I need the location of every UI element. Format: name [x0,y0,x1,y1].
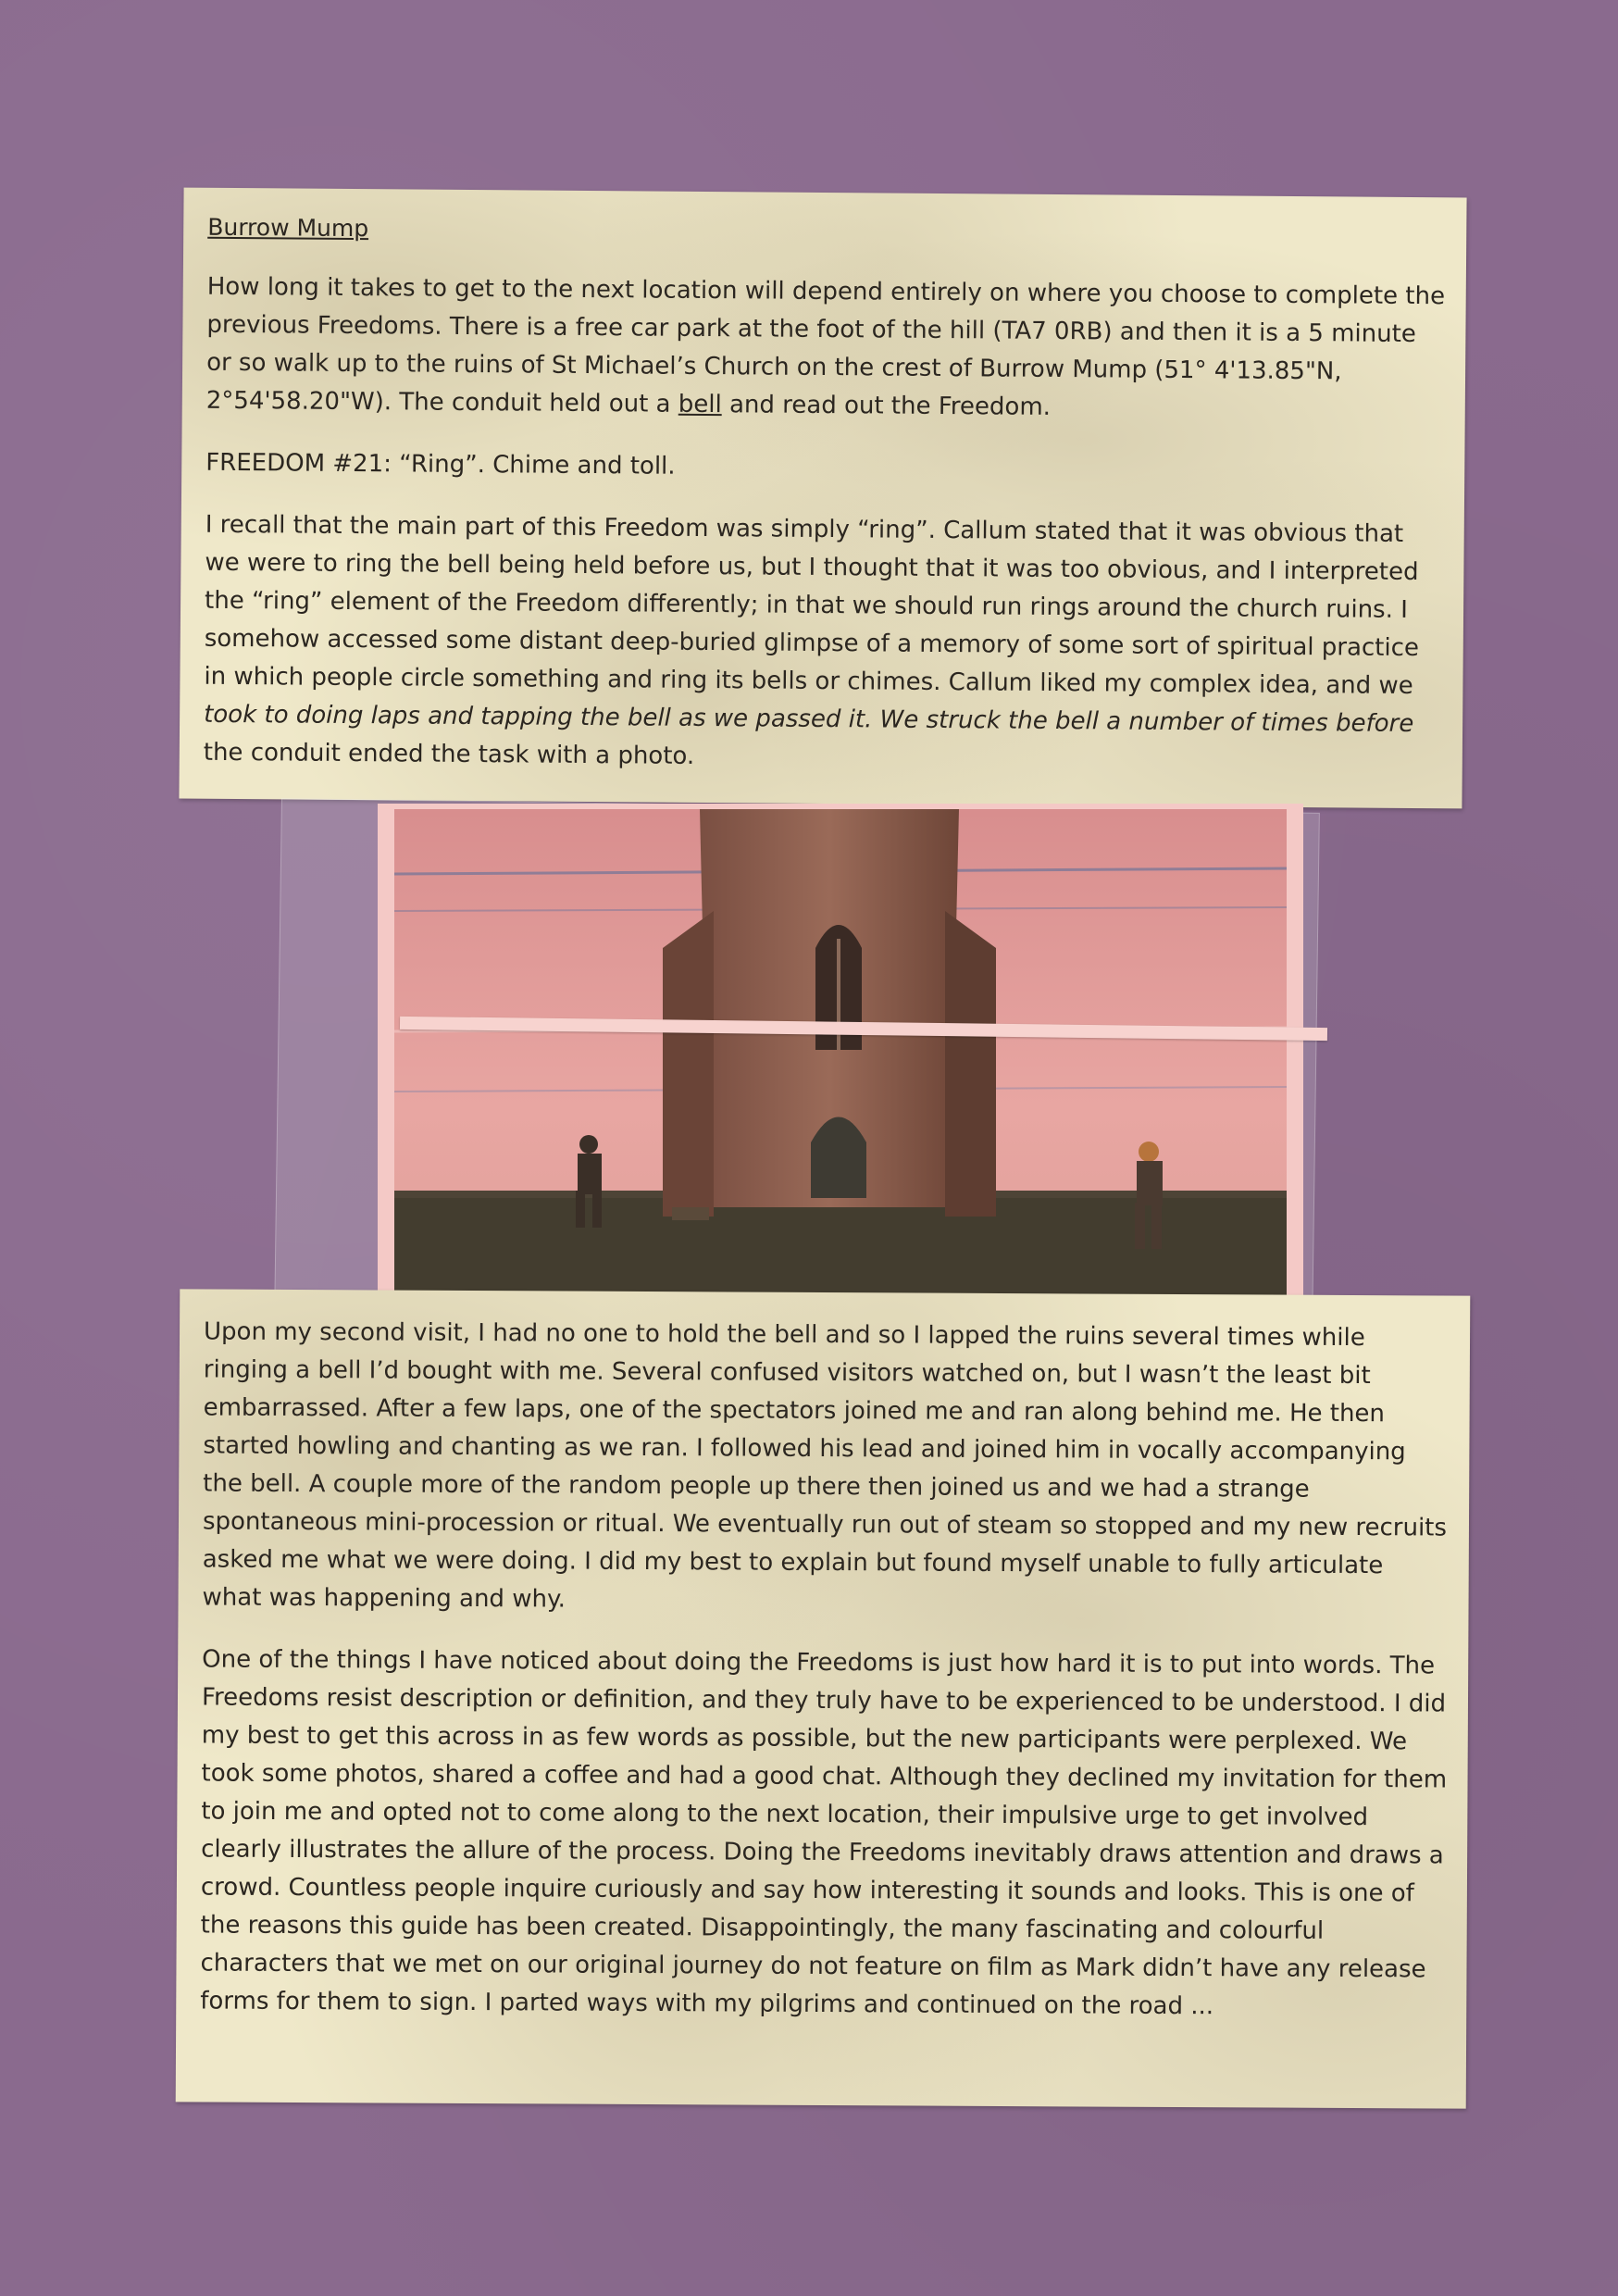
top-text-clipping [179,188,1466,809]
intro-text-end: and read out the Freedom. [721,391,1052,421]
recall-tail-text: the conduit ended the task with a photo. [203,738,695,770]
recall-paragraph [204,506,1444,781]
intro-text: How long it takes to get to the next location will depend entirely on where you choose to complete the previous Freedoms. There is a free car park at the foot of the hill (TA7 0RB) and then it is a 5 minute or so walk up to the ruins of St Michael’s Church on the crest of Burrow Mump (51° 4'13.85"N, 2°54'58.20"W). The conduit held out a [205,272,1446,418]
bell-word: bell [678,390,722,419]
bottom-text-clipping [176,1289,1471,2108]
tower-photo-print [378,804,1303,1313]
tower-photo [394,809,1287,1307]
intro-paragraph [206,268,1446,430]
recall-text: I recall that the main part of this Freedom was simply “ring”. Callum stated that it was obvious that we were to ring the bell being held before us, but I thought that it was too obvious, and I interpreted the “ring” element of the Freedom differently; in that we should run rings around the church ruins. I somehow accessed some distant deep-buried glimpse of a memory of some sort of spiritual practice in which people circle something and ring its bells or chimes. Callum liked my complex idea, and we [204,510,1420,701]
freedom-line: FREEDOM #21: “Ring”. Chime and toll. [205,448,676,480]
second-visit-paragraph: Upon my second visit, I had no one to hold the bell and so I lapped the ruins several times while ringing a bell I’d bought with me. Several confused visitors watched on, but I wasn’t the least bit embarrassed. After a few laps, one of the spectators joined me and ran along behind me. He then started howling and chanting as we ran. I followed his lead and joined him in vocally accompanying the bell. A couple more of the random people up there then joined us and we had a strange spontaneous mini-procession or ritual. We eventually run out of steam so stopped and my new recruits asked me what we were doing. I did my best to explain but found myself unable to fully articulate what was happening and why. [202,1317,1448,1614]
page-title: Burrow Mump [207,213,369,243]
recall-italic-text: took to doing laps and tapping the bell as we passed it. We struck the bell a number of times before [204,700,1414,739]
reflection-paragraph: One of the things I have noticed about doing the Freedoms is just how hard it is to put into words. The Freedoms resist description or definition, and they truly have to be experienced to be understood. I did my best to get this across in as few words as possible, but the new participants were perplexed. We took some photos, shared a coffee and had a good chat. Although they declined my invitation for them to join me and opted not to come along to the next location, their impulsive urge to get involved clearly illustrates the allure of the process. Doing the Freedoms inevitably draws attention and draws a crowd. Countless people inquire curiously and say how interesting it sounds and looks. This is one of the reasons this guide has been created. Disappointingly, the many fascinating and colourful characters that we met on our original journey do not feature on film as Mark didn’t have any release forms for them to sign. I parted ways with my pilgrims and continued on the road ... [200,1645,1448,2021]
